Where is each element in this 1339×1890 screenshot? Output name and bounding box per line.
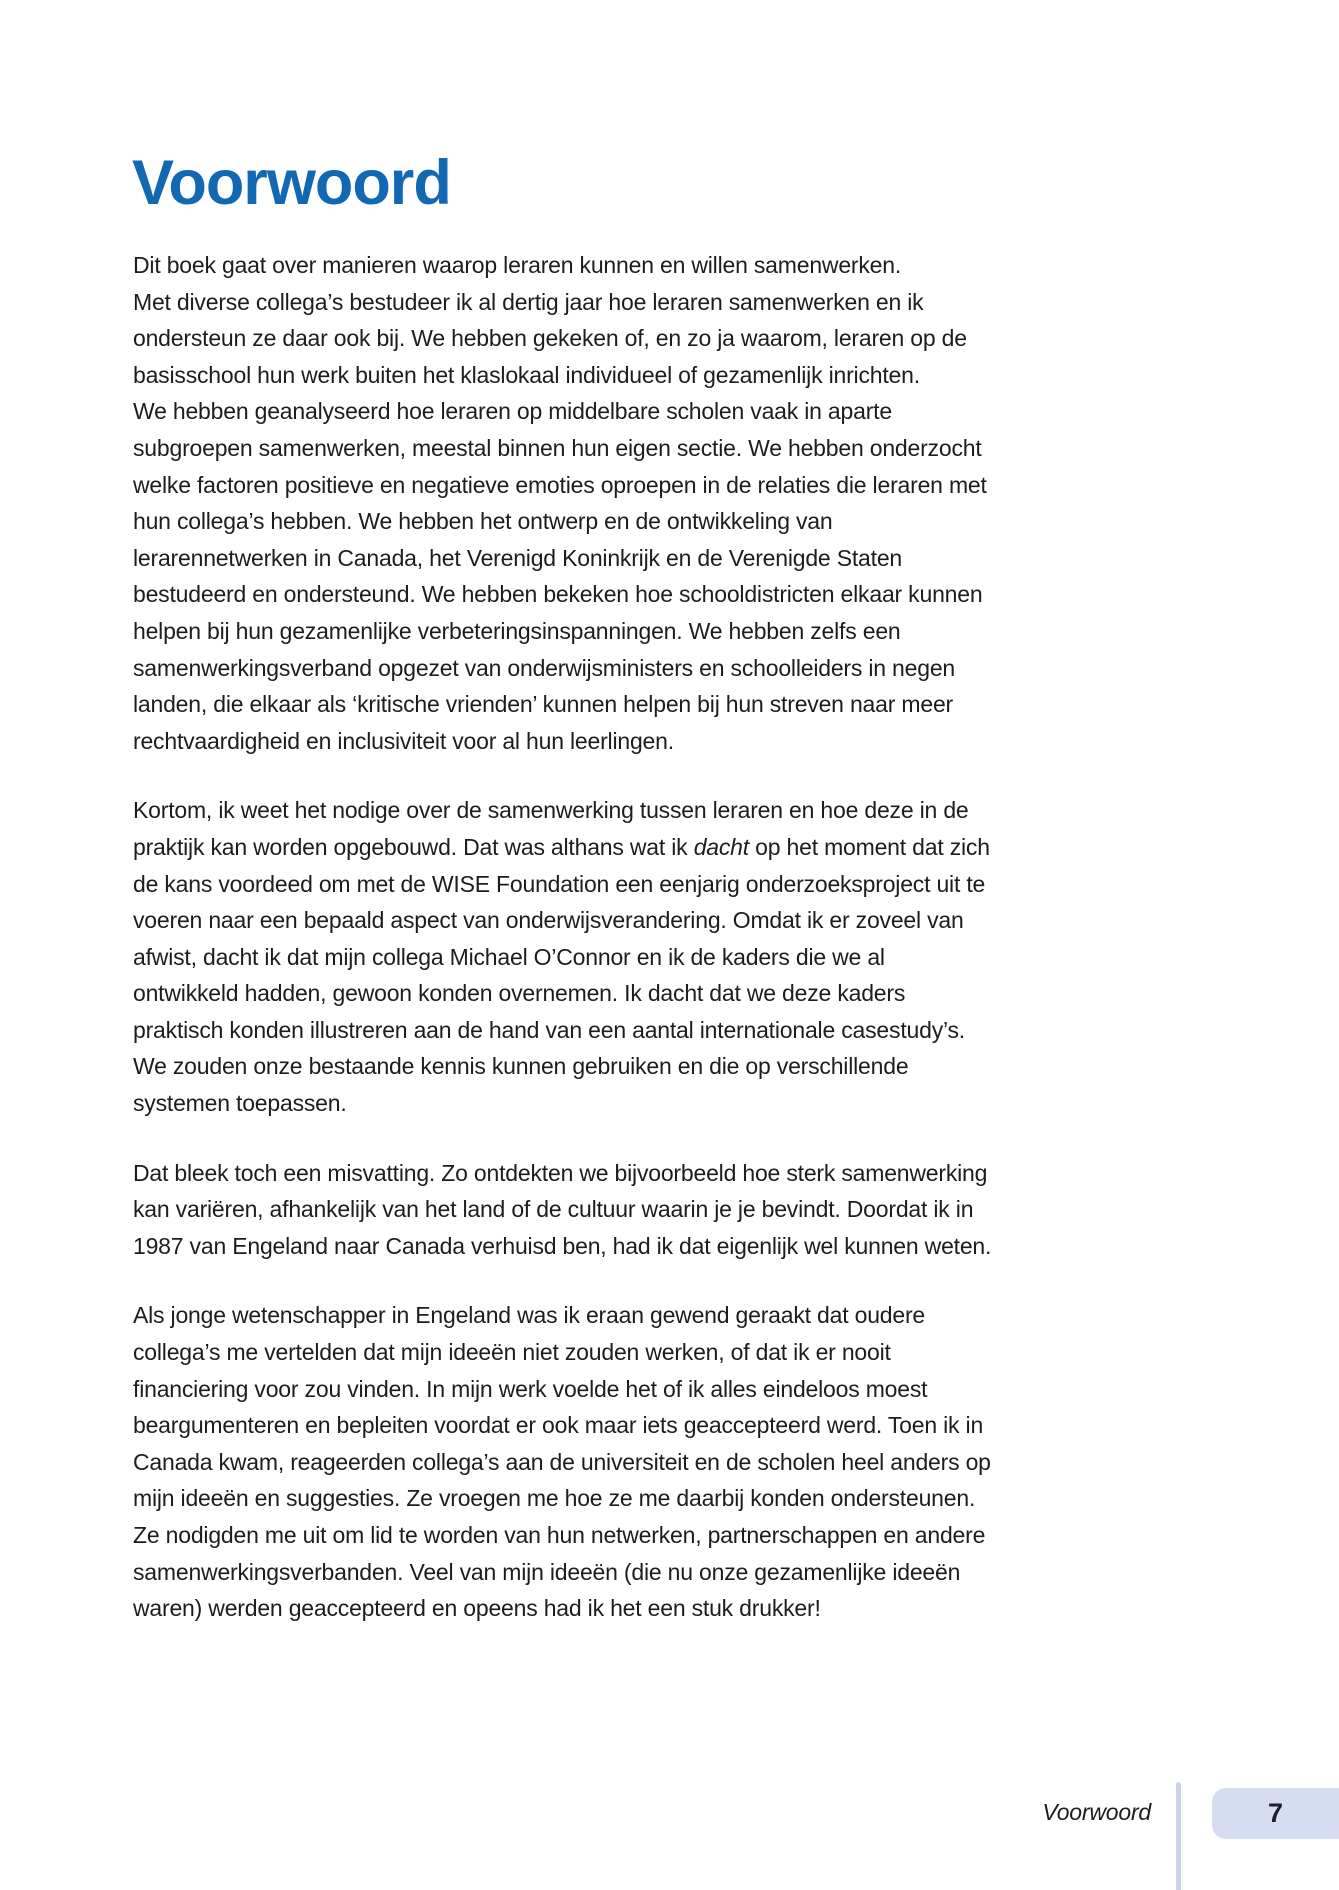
- paragraph: [133, 792, 1273, 1121]
- text-line: Ze nodigden me uit om lid te worden van hun netwerken, partnerschappen en andere: [133, 1522, 986, 1548]
- text-line: subgroepen samenwerken, meestal binnen hun eigen sectie. We hebben onderzocht: [133, 434, 982, 461]
- footer-divider-line: [1176, 1782, 1181, 1890]
- text-line: landen, die elkaar als ‘kritische vrienden’ kunnen helpen bij hun streven naar meer: [133, 691, 953, 718]
- text-line: helpen bij hun gezamenlijke verbeteringsinspanningen. We hebben zelfs een: [133, 617, 901, 644]
- text-line: Dit boek gaat over manieren waarop leraren kunnen en willen samenwerken.: [133, 252, 902, 278]
- page-number-badge: [1212, 1788, 1339, 1839]
- text-line: Canada kwam, reageerden collega’s aan de universiteit en de scholen heel anders op: [133, 1448, 991, 1475]
- text-line: de kans voordeed om met de WISE Foundation een eenjarig onderzoeksproject uit te: [133, 870, 986, 897]
- text-line: waren) werden geaccepteerd en opeens had ik het een stuk drukker!: [133, 1595, 821, 1622]
- text-line: basisschool hun werk buiten het klaslokaal individueel of gezamenlijk inrichten.: [133, 361, 920, 388]
- body-text: [133, 247, 1273, 1660]
- text-line: voeren naar een bepaald aspect van onderwijsverandering. Omdat ik er zoveel van: [133, 907, 964, 934]
- text-line: afwist, dacht ik dat mijn collega Michael O’Connor en ik de kaders die we al: [133, 943, 885, 970]
- text-line: samenwerkingsverbanden. Veel van mijn ideeën (die nu onze gezamenlijke ideeën: [133, 1558, 961, 1585]
- text-line: samenwerkingsverband opgezet van onderwijsministers en schoolleiders in negen: [133, 654, 956, 681]
- text-line: ondersteun ze daar ook bij. We hebben gekeken of, en zo ja waarom, leraren op de: [133, 325, 967, 352]
- text-line: praktisch konden illustreren aan de hand van een aantal internationale casestudy’s.: [133, 1016, 965, 1043]
- text-line: Als jonge wetenschapper in Engeland was ik eraan gewend geraakt dat oudere: [133, 1302, 926, 1329]
- text-line: Met diverse collega’s bestudeer ik al dertig jaar hoe leraren samenwerken en ik: [133, 288, 924, 315]
- paragraph: [133, 1297, 1273, 1626]
- text-line: praktijk kan worden opgebouwd. Dat was althans wat ik dacht op het moment dat zich: [133, 833, 990, 860]
- footer-section-label: Voorwoord: [1042, 1799, 1151, 1825]
- text-line: hun collega’s hebben. We hebben het ontwerp en de ontwikkeling van: [133, 508, 833, 535]
- text-line: We hebben geanalyseerd hoe leraren op middelbare scholen vaak in aparte: [133, 398, 892, 425]
- text-line: rechtvaardigheid en inclusiviteit voor al hun leerlingen.: [133, 727, 674, 754]
- text-line: bestudeerd en ondersteund. We hebben bekeken hoe schooldistricten elkaar kunnen: [133, 581, 983, 608]
- paragraph: [133, 1155, 1273, 1265]
- text-line: systemen toepassen.: [133, 1090, 347, 1117]
- text-line: Kortom, ik weet het nodige over de samenwerking tussen leraren en hoe deze in de: [133, 797, 969, 824]
- page-title: Voorwoord: [132, 148, 451, 218]
- text-line: beargumenteren en bepleiten voordat er ook maar iets geaccepteerd werd. Toen ik in: [133, 1412, 984, 1439]
- text-line: welke factoren positieve en negatieve emoties oproepen in de relaties die leraren met: [133, 471, 987, 498]
- text-line: ontwikkeld hadden, gewoon konden overnemen. Ik dacht dat we deze kaders: [133, 980, 906, 1007]
- text-line: financiering voor zou vinden. In mijn werk voelde het of ik alles eindeloos moest: [133, 1375, 928, 1402]
- page-number: 7: [1267, 1798, 1284, 1828]
- text-line: lerarennetwerken in Canada, het Verenigd Koninkrijk en de Verenigde Staten: [133, 544, 903, 571]
- text-line: mijn ideeën en suggesties. Ze vroegen me hoe ze me daarbij konden ondersteunen.: [133, 1485, 976, 1512]
- text-line: We zouden onze bestaande kennis kunnen gebruiken en die op verschillende: [133, 1053, 909, 1080]
- text-line: Dat bleek toch een misvatting. Zo ontdekten we bijvoorbeeld hoe sterk samenwerking: [133, 1159, 988, 1186]
- text-line: collega’s me vertelden dat mijn ideeën niet zouden werken, of dat ik er nooit: [133, 1339, 891, 1366]
- text-line: 1987 van Engeland naar Canada verhuisd ben, had ik dat eigenlijk wel kunnen weten.: [133, 1232, 992, 1259]
- paragraph: [133, 247, 1273, 759]
- text-line: kan variëren, afhankelijk van het land of de cultuur waarin je je bevindt. Doordat ik in: [133, 1196, 974, 1223]
